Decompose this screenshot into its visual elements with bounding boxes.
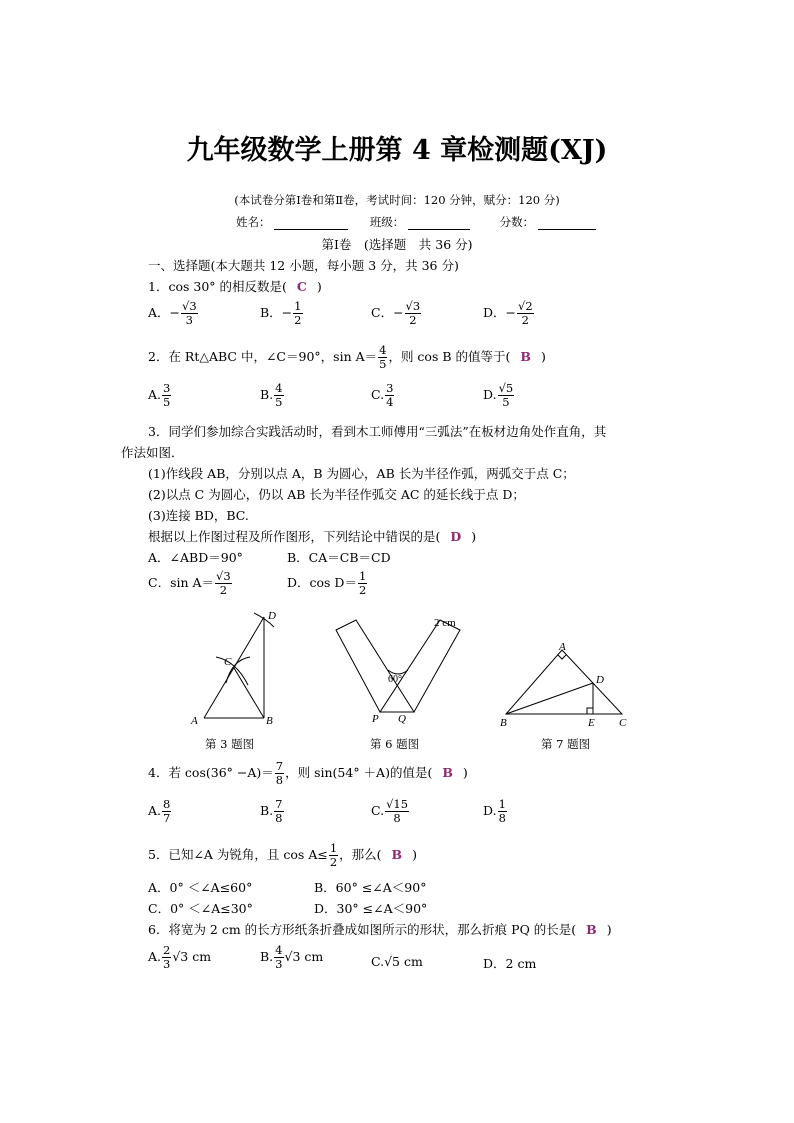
exam-info: (本试卷分第Ⅰ卷和第Ⅱ卷，考试时间：120 分钟，赋分：120 分) (234, 193, 560, 207)
answer-1: C (296, 279, 307, 294)
q1-option-b: B．− $\frac{1}{2}$ (260, 299, 302, 328)
fig3-caption: 第 3 题图 (205, 737, 255, 751)
q6-option-c: C.√5 cm (371, 954, 423, 969)
answer-5: B (391, 847, 403, 863)
question-2-stem: 2．在 Rt△ABC 中，∠C＝90°，sin A＝ $\frac{4}{5}$ ，则 cos B 的值等于( B ) (148, 343, 546, 372)
class-label: 班级： (369, 215, 405, 229)
part1-header: 第Ⅰ卷 (选择题 共 36 分) (321, 237, 473, 252)
fig6-label-p: P (372, 713, 379, 725)
answer-3: D (450, 529, 462, 544)
figure-3 (186, 605, 291, 730)
q2-option-d: D. $\frac{√5}{5}$ (483, 381, 514, 410)
fig7-label-c: C (619, 717, 627, 729)
fig7-label-b: B (500, 717, 507, 729)
answer-6: B (586, 922, 597, 937)
question-5-stem: 5．已知∠A 为锐角，且 cos A≤ $\frac{1}{2}$ ，那么( B ) (148, 841, 418, 870)
answer-2: B (520, 349, 531, 365)
page-title: 九年级数学上册第 4 章检测题(XJ) (186, 135, 608, 166)
q3-line1: 3．同学们参加综合实践活动时，看到木工师傅用“三弧法”在板材边角处作直角，其 (148, 424, 607, 439)
q3-option-a: A．∠ABD＝90° (148, 550, 243, 565)
name-blank[interactable] (274, 229, 348, 230)
q4-option-b: B. $\frac{7}{8}$ (260, 797, 283, 826)
q5-option-b: B．60° ≤∠A＜90° (314, 880, 427, 895)
section1-heading: 一、选择题(本大题共 12 小题，每小题 3 分，共 36 分) (148, 258, 459, 273)
q6-option-a: A. $\frac{2}{3}$ √3 cm (148, 943, 212, 972)
q4-option-d: D. $\frac{1}{8}$ (483, 797, 506, 826)
fig6-label-q: Q (398, 713, 406, 725)
fig3-label-a: A (191, 715, 198, 727)
q3-option-c: C．sin A＝ $\frac{√3}{2}$ (148, 569, 231, 598)
fig6-label-width: 2 cm (434, 617, 456, 629)
fig7-caption: 第 7 题图 (541, 737, 591, 751)
score-label: 分数： (499, 215, 535, 229)
q1-option-d: D．− $\frac{√2}{2}$ (483, 299, 533, 328)
q3-step2: (2)以点 C 为圆心，仍以 AB 长为半径作弧交 AC 的延长线于点 D； (148, 487, 525, 502)
fig3-label-d: D (268, 610, 276, 622)
student-fields (236, 214, 596, 230)
q3-line2: 作法如图． (121, 445, 184, 460)
fig3-label-c: C (224, 656, 232, 668)
q5-option-c: C．0° ＜∠A≤30° (148, 901, 253, 916)
q4-option-c: C. $\frac{√15}{8}$ (371, 797, 409, 826)
q4-option-a: A. $\frac{8}{7}$ (148, 797, 171, 826)
q3-question: 根据以上作图过程及所作图形，下列结论中错误的是( D ) (148, 529, 477, 544)
q3-step3: (3)连接 BD，BC. (148, 508, 249, 523)
q2-option-c: C. $\frac{3}{4}$ (371, 381, 394, 410)
figure-6 (328, 612, 468, 727)
q6-option-d: D．2 cm (483, 956, 537, 971)
q5-option-d: D．30° ≤∠A＜90° (314, 901, 428, 916)
fig7-label-d: D (596, 674, 604, 686)
q5-option-a: A．0° ＜∠A≤60° (148, 880, 253, 895)
q6-option-b: B. $\frac{4}{3}$ √3 cm (260, 943, 324, 972)
class-blank[interactable] (408, 229, 470, 230)
question-6-stem: 6．将宽为 2 cm 的长方形纸条折叠成如图所示的形状，那么折痕 PQ 的长是( B ) (148, 922, 612, 937)
fig7-label-e: E (588, 717, 595, 729)
q2-option-a: A. $\frac{3}{5}$ (148, 381, 171, 410)
q3-step1: (1)作线段 AB，分别以点 A，B 为圆心，AB 长为半径作弧，两弧交于点 C； (148, 466, 575, 481)
question-4-stem: 4．若 cos(36° −A)＝ $\frac{7}{8}$ ，则 sin(54° ＋A)的值是( B ) (148, 759, 468, 788)
q1-option-c: C．− $\frac{√3}{2}$ (371, 299, 421, 328)
q2-option-b: B. $\frac{4}{5}$ (260, 381, 283, 410)
answer-4: B (442, 765, 453, 781)
question-1-stem: 1．cos 30° 的相反数是( C ) (148, 279, 322, 294)
figure-7 (496, 640, 632, 732)
fig7-label-a: A (559, 641, 566, 653)
fig6-caption: 第 6 题图 (370, 737, 420, 751)
score-blank[interactable] (538, 229, 596, 230)
fig3-label-b: B (266, 715, 273, 727)
q3-option-b: B．CA＝CB＝CD (287, 550, 391, 565)
fig6-label-angle: 60° (388, 674, 402, 685)
q1-option-a: A．− $\frac{√3}{3}$ (148, 299, 197, 328)
q3-option-d: D．cos D＝ $\frac{1}{2}$ (287, 569, 367, 598)
name-label: 姓名： (236, 215, 271, 229)
